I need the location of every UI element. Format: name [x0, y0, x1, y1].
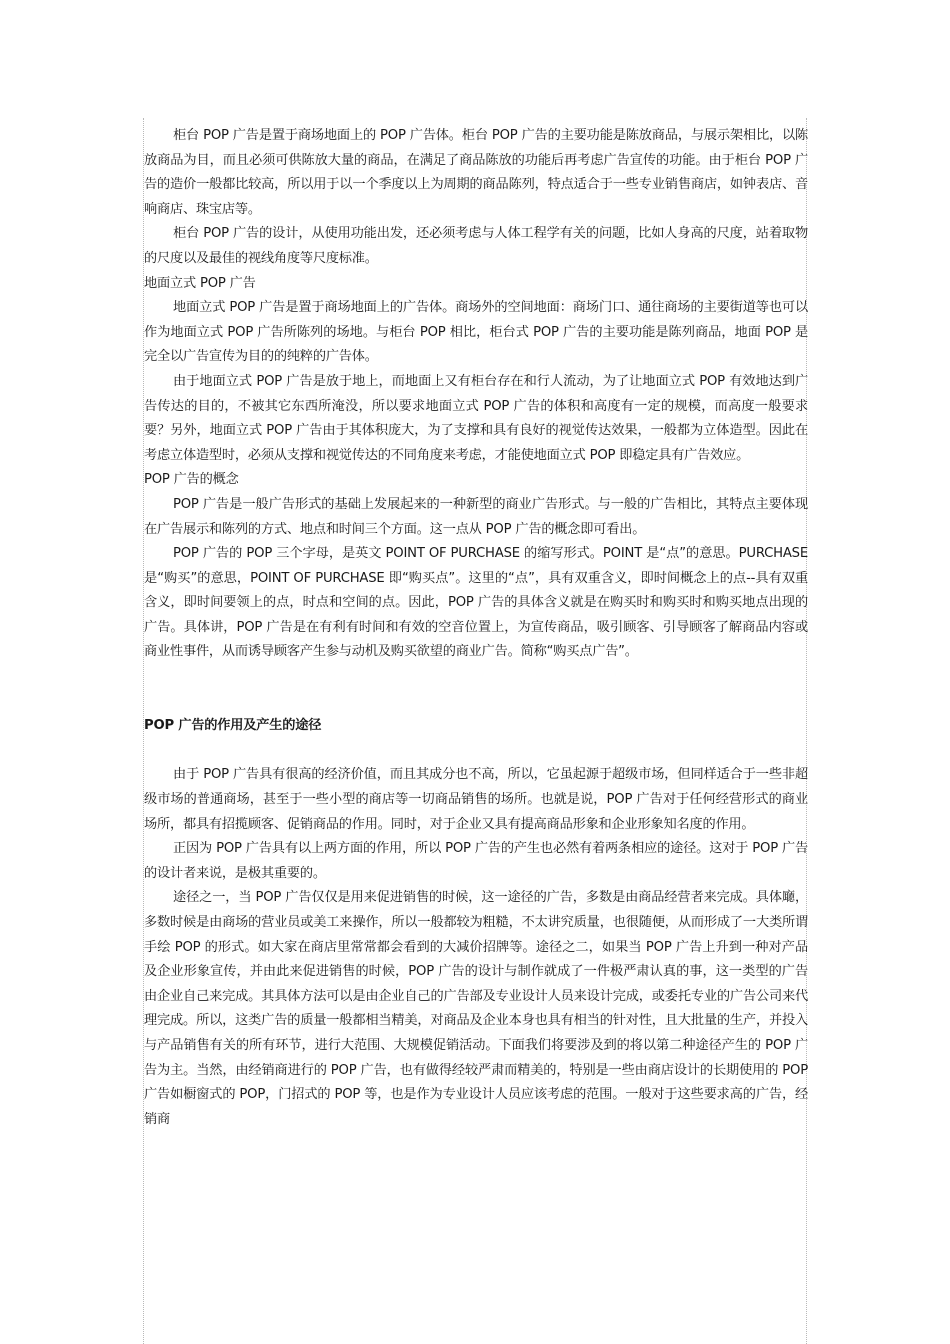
body-paragraph: 正因为 POP 广告具有以上两方面的作用，所以 POP 广告的产生也必然有着两条相应的途径。这对于 POP 广告的设计者来说，是极其重要的。: [144, 841, 808, 881]
body-paragraph: 途径之一，当 POP 广告仅仅是用来促进销售的时候，这一途径的广告，多数是由商品经营者来完成。具体廰，多数时候是由商场的营业员或美工来操作，所以一般都较为粗糙，不太讲究质量，也很随便，从而形成了一大类所谓手绘 POP 的形式。如大家在商店里常常都会看到的大减价招牌等。途径之二，如果当 POP 广告上升到一种对产品及企业形象宣传，并由此来促进销售的时候，POP 广告的设计与制作就成了一件极严肃认真的事，这一类型的广告由企业自己来完成。其具体方法可以是由企业自己的广告部及专业设计人员来设计完成，或委托专业的广告公司来代理完成。所以，这类广告的质量一般都相当精美，对商品及企业本身也具有相当的针对性，且大批量的生产，并投入与产品销售有关的所有环节，进行大范围、大规模促销活动。下面我们将要涉及到的将以第二种途径产生的 POP 广告为主。当然，由经销商进行的 POP 广告，也有做得经较严肃而精美的，特别是一些由商店设计的长期使用的 POP 广告如橱窗式的 POP，门招式的 POP 等，也是作为专业设计人员应该考虑的范围。一般对于这些要求高的广告，经销商: [144, 890, 808, 1127]
blank-line: [144, 665, 808, 690]
blank-line: [144, 690, 808, 715]
body-paragraph: 由于地面立式 POP 广告是放于地上，而地面上又有柜台存在和行人流动，为了让地面立式 POP 有效地达到广告传达的目的，不被其它东西所淹没，所以要求地面立式 POP 广告的体积和高度有一定的规模，而高度一般要求要？另外，地面立式 POP 广告由于其体积庞大，为了支撑和具有良好的视觉传达效果，一般都为立体造型。因此在考虑立体造型时，必须从支撑和视觉传达的不同角度来考虑，才能使地面立式 POP 即稳定具有广告效应。: [144, 373, 808, 463]
subsection-title: POP 广告的概念: [144, 472, 239, 488]
body-paragraph: 柜台 POP 广告的设计，从使用功能出发，还必须考虑与人体工程学有关的问题，比如人身高的尺度，站着取物的尺度以及最佳的视线角度等尺度标准。: [144, 226, 808, 266]
body-paragraph: 地面立式 POP 广告是置于商场地面上的广告体。商场外的空间地面：商场门口、通往商场的主要街道等也可以作为地面立式 POP 广告所陈列的场地。与柜台 POP 相比，柜台式 POP 广告的主要功能是陈列商品，地面 POP 是完全以广告宣传为目的的纯粹的广告体。: [144, 300, 808, 365]
subsection-title: 地面立式 POP 广告: [144, 275, 256, 291]
body-paragraph: 由于 POP 广告具有很高的经济价值，而且其成分也不高，所以，它虽起源于超级市场，但同样适合于一些非超级市场的普通商场，甚至于一些小型的商店等一切商品销售的场所。也就是说，POP 广告对于任何经营形式的商业场所，都具有招揽顾客、促销商品的作用。同时，对于企业又具有提高商品形象和企业形象知名度的作用。: [144, 767, 808, 832]
body-paragraph: POP 广告是一般广告形式的基础上发展起来的一种新型的商业广告形式。与一般的广告相比，其特点主要体现在广告展示和陈列的方式、地点和时间三个方面。这一点从 POP 广告的概念即可看出。: [144, 496, 808, 537]
document-body: [144, 124, 808, 1132]
blank-line: [144, 739, 808, 764]
body-paragraph: POP 广告的 POP 三个字母，是英文 POINT OF PURCHASE 的缩写形式。POINT 是“点”的意思。PURCHASE 是“购买”的意思，POINT OF PURCHASE 即“购买点”。这里的“点”，具有双重含义，即时间概念上的点--具有双重含义，即时间要领上的点，时点和空间的点。因此，POP 广告的具体含义就是在购买时和购买时和购买地点出现的广告。具体讲，POP 广告是在有利有时间和有效的空音位置上，为宣传商品，吸引顾客、引导顾客了解商品内容或商业性事件，从而诱导顾客产生参与动机及购买欲望的商业广告。简称“购买点广告”。: [144, 546, 808, 660]
body-paragraph: 柜台 POP 广告是置于商场地面上的 POP 广告体。柜台 POP 广告的主要功能是陈放商品，与展示架相比，以陈放商品为目，而且必须可供陈放大量的商品，在满足了商品陈放的功能后再考虑广告宣传的功能。由于柜台 POP 广告的造价一般都比较高，所以用于以一个季度以上为周期的商品陈列，特点适合于一些专业销售商店，如钟表店、音响商店、珠宝店等。: [144, 128, 808, 217]
section-heading: POP 广告的作用及产生的途径: [144, 718, 322, 734]
